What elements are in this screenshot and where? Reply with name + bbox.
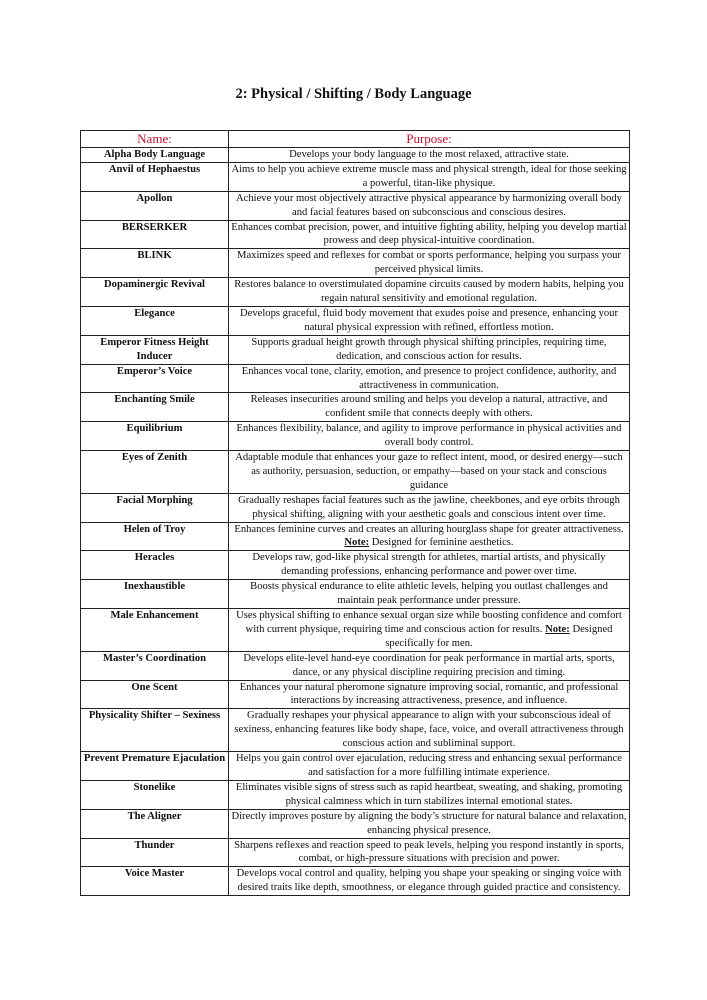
module-purpose xyxy=(229,809,630,838)
module-purpose xyxy=(229,709,630,752)
purpose-text: Develops graceful, fluid body movement that exudes poise and presence, enhancing your natural physical expression with refined, effortless motion. xyxy=(239,307,619,333)
module-name: Anvil of Hephaestus xyxy=(81,162,229,191)
purpose-text: Enhances vocal tone, clarity, emotion, and presence to project confidence, authority, and attractiveness in communication. xyxy=(241,365,617,391)
module-name: Heracles xyxy=(81,551,229,580)
module-purpose xyxy=(229,220,630,249)
table-row xyxy=(81,220,630,249)
purpose-text: Maximizes speed and reflexes for combat or sports performance, helping you surpass your perceived physical limits. xyxy=(237,250,621,276)
purpose-text: Restores balance to overstimulated dopamine circuits caused by modern habits, helping you regain natural sensitivity and emotional regulation. xyxy=(234,279,624,305)
module-purpose xyxy=(229,451,630,494)
table-row xyxy=(81,162,630,191)
table-row xyxy=(81,867,630,896)
table-row xyxy=(81,680,630,709)
table-row xyxy=(81,249,630,278)
module-name: The Aligner xyxy=(81,809,229,838)
note-label: Note: xyxy=(545,623,570,635)
purpose-text: Enhances combat precision, power, and intuitive fighting ability, helping you develop martial prowess and deep physical-intuitive coordination. xyxy=(231,221,627,247)
table-row xyxy=(81,809,630,838)
module-name: Emperor’s Voice xyxy=(81,364,229,393)
purpose-text: Helps you gain control over ejaculation, reducing stress and enhancing sexual performance and satisfaction for a more fulfilling intimate experience. xyxy=(236,753,622,778)
name-column-header: Name: xyxy=(81,131,229,148)
purpose-column-header: Purpose: xyxy=(229,131,630,148)
module-purpose xyxy=(229,162,630,191)
module-name: One Scent xyxy=(81,680,229,709)
note-text: Designed for feminine aesthetics. xyxy=(371,537,514,549)
module-purpose xyxy=(229,609,630,652)
table-row xyxy=(81,651,630,680)
module-purpose xyxy=(229,191,630,220)
page-title: 2: Physical / Shifting / Body Language xyxy=(235,86,472,102)
table-header-row xyxy=(81,131,630,148)
module-name: Enchanting Smile xyxy=(81,393,229,422)
module-purpose xyxy=(229,522,630,551)
purpose-text: Directly improves posture by aligning the body’s structure for natural balance and relaxation, enhancing physical presence. xyxy=(231,810,627,836)
module-purpose xyxy=(229,422,630,451)
module-purpose xyxy=(229,651,630,680)
module-name: Master’s Coordination xyxy=(81,651,229,680)
module-name: BLINK xyxy=(81,249,229,278)
module-purpose xyxy=(229,867,630,896)
module-purpose xyxy=(229,752,630,781)
table-row xyxy=(81,752,630,781)
table-row xyxy=(81,522,630,551)
module-name: Equilibrium xyxy=(81,422,229,451)
purpose-text: Gradually reshapes facial features such as the jawline, cheekbones, and eye orbits through physical shifting, aligning with your aesthetic goals and conscious intent over time. xyxy=(238,494,620,520)
module-name: Voice Master xyxy=(81,867,229,896)
module-name: Stonelike xyxy=(81,780,229,809)
table-row xyxy=(81,493,630,522)
purpose-text: Boosts physical endurance to elite athletic levels, helping you outlast challenges and maintain peak performance under pressure. xyxy=(250,581,608,607)
module-name: Elegance xyxy=(81,306,229,335)
purpose-text: Enhances your natural pheromone signature improving social, romantic, and professional interactions by increasing attractiveness, presence, and influence. xyxy=(239,681,619,707)
table-row xyxy=(81,148,630,163)
module-name: Eyes of Zenith xyxy=(81,451,229,494)
module-name: Emperor Fitness Height Inducer xyxy=(81,335,229,364)
table-row xyxy=(81,335,630,364)
purpose-text: Adaptable module that enhances your gaze to reflect intent, mood, or desired energy—such as authority, persuasion, seduction, or empathy—based on your stack and conscious guidance xyxy=(235,452,623,491)
purpose-text: Aims to help you achieve extreme muscle mass and physical strength, ideal for those seeking a powerful, titan-like physique. xyxy=(231,163,627,189)
module-purpose xyxy=(229,580,630,609)
module-name: Alpha Body Language xyxy=(81,148,229,163)
purpose-text: Releases insecurities around smiling and helps you develop a natural, attractive, and confident smile that connects deeply with others. xyxy=(250,394,608,420)
table-body xyxy=(81,148,630,896)
purpose-text: Achieve your most objectively attractive physical appearance by harmonizing overall body and facial features based on subconscious and conscious desires. xyxy=(236,192,622,218)
modules-table xyxy=(80,130,630,896)
purpose-text: Enhances flexibility, balance, and agility to improve performance in physical activities and overall body control. xyxy=(236,423,622,449)
module-purpose xyxy=(229,551,630,580)
module-purpose xyxy=(229,249,630,278)
purpose-text: Enhances feminine curves and creates an alluring hourglass shape for greater attractiveness. xyxy=(234,523,624,535)
note-text: Designed specifically for men. xyxy=(385,623,613,649)
table-row xyxy=(81,709,630,752)
purpose-text: Develops vocal control and quality, helping you shape your speaking or singing voice with desired traits like depth, smoothness, or elegance through guided practice and consistency. xyxy=(236,868,622,894)
module-name: Inexhaustible xyxy=(81,580,229,609)
table-row xyxy=(81,393,630,422)
module-name: Apollon xyxy=(81,191,229,220)
module-name: Thunder xyxy=(81,838,229,867)
module-name: Facial Morphing xyxy=(81,493,229,522)
module-name: Prevent Premature Ejaculation xyxy=(81,752,229,781)
module-name: Helen of Troy xyxy=(81,522,229,551)
note-label: Note: xyxy=(344,537,370,549)
module-purpose xyxy=(229,306,630,335)
module-purpose xyxy=(229,148,630,163)
purpose-text: Develops elite-level hand-eye coordination for peak performance in martial arts, sports, dance, or any physical discipline requiring precision and timing. xyxy=(243,652,615,678)
module-purpose xyxy=(229,680,630,709)
purpose-text: Uses physical shifting to enhance sexual organ size while boosting confidence and comfort with current physique, requiring time and conscious action for results. xyxy=(236,610,622,635)
purpose-text: Eliminates visible signs of stress such as rapid heartbeat, sweating, and shaking, promoting physical calmness which in turn stabilizes internal emotional states. xyxy=(235,781,623,807)
purpose-text: Gradually reshapes your physical appearance to align with your subconscious ideal of sexiness, enhancing features like body shape, face, voice, and overall attractiveness through conscious action and subliminal support. xyxy=(234,710,624,750)
purpose-text: Sharpens reflexes and reaction speed to peak levels, helping you respond instantly in sports, combat, or high-pressure situations with precision and power. xyxy=(234,839,624,865)
module-purpose xyxy=(229,278,630,307)
table-row xyxy=(81,551,630,580)
table-row xyxy=(81,580,630,609)
purpose-text: Develops your body language to the most relaxed, attractive state. xyxy=(289,149,569,160)
module-purpose xyxy=(229,838,630,867)
table-row xyxy=(81,838,630,867)
module-purpose xyxy=(229,780,630,809)
purpose-text: Supports gradual height growth through physical shifting principles, requiring time, dedication, and conscious action for results. xyxy=(251,336,607,362)
module-name: Male Enhancement xyxy=(81,609,229,652)
table-row xyxy=(81,364,630,393)
module-purpose xyxy=(229,393,630,422)
module-purpose xyxy=(229,335,630,364)
table-row xyxy=(81,609,630,652)
table-row xyxy=(81,780,630,809)
module-name: BERSERKER xyxy=(81,220,229,249)
table-row xyxy=(81,422,630,451)
table-row xyxy=(81,278,630,307)
purpose-text: Develops raw, god-like physical strength for athletes, martial artists, and physically demanding professions, enhancing performance and power over time. xyxy=(252,552,606,578)
table-row xyxy=(81,191,630,220)
module-name: Dopaminergic Revival xyxy=(81,278,229,307)
module-name: Physicality Shifter – Sexiness xyxy=(81,709,229,752)
module-purpose xyxy=(229,493,630,522)
module-purpose xyxy=(229,364,630,393)
table-row xyxy=(81,306,630,335)
table-row xyxy=(81,451,630,494)
